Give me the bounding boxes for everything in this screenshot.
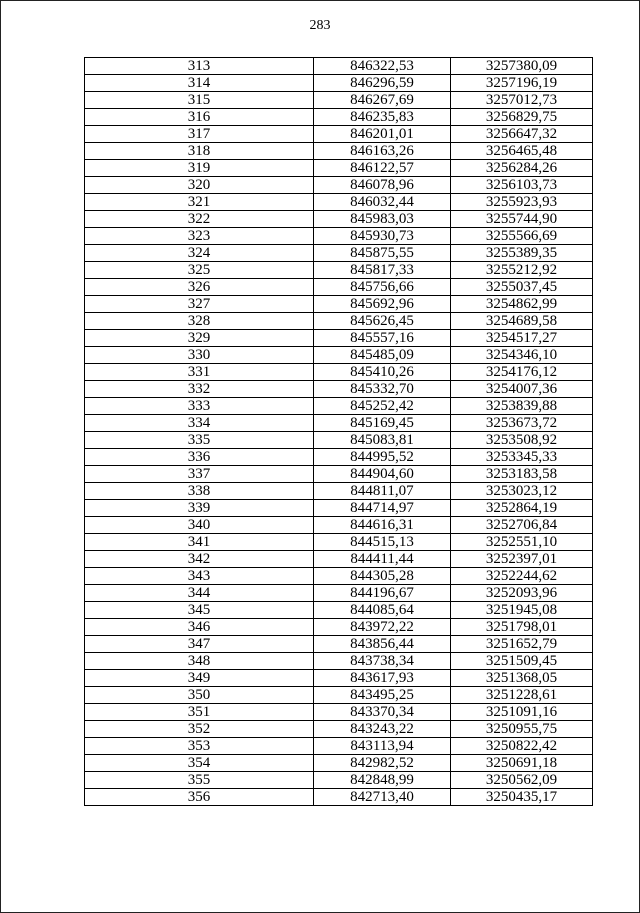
- y-coordinate-cell: 3255037,45: [451, 279, 593, 296]
- x-coordinate-cell: 844811,07: [314, 483, 451, 500]
- x-coordinate-cell: 845169,45: [314, 415, 451, 432]
- y-coordinate-cell: 3254007,36: [451, 381, 593, 398]
- x-coordinate-cell: 843243,22: [314, 721, 451, 738]
- point-number-cell: 315: [85, 92, 314, 109]
- y-coordinate-cell: 3254346,10: [451, 347, 593, 364]
- y-coordinate-cell: 3256829,75: [451, 109, 593, 126]
- table-row: [85, 602, 593, 619]
- coordinates-table: [84, 57, 593, 806]
- point-number-cell: 329: [85, 330, 314, 347]
- table-row: [85, 347, 593, 364]
- x-coordinate-cell: 846122,57: [314, 160, 451, 177]
- table-row: [85, 789, 593, 806]
- y-coordinate-cell: 3252551,10: [451, 534, 593, 551]
- point-number-cell: 336: [85, 449, 314, 466]
- table-row: [85, 534, 593, 551]
- point-number-cell: 337: [85, 466, 314, 483]
- y-coordinate-cell: 3255212,92: [451, 262, 593, 279]
- table-row: [85, 75, 593, 92]
- table-row: [85, 296, 593, 313]
- y-coordinate-cell: 3252093,96: [451, 585, 593, 602]
- table-row: [85, 262, 593, 279]
- y-coordinate-cell: 3253508,92: [451, 432, 593, 449]
- y-coordinate-cell: 3251368,05: [451, 670, 593, 687]
- point-number-cell: 332: [85, 381, 314, 398]
- point-number-cell: 338: [85, 483, 314, 500]
- point-number-cell: 325: [85, 262, 314, 279]
- y-coordinate-cell: 3251228,61: [451, 687, 593, 704]
- point-number-cell: 343: [85, 568, 314, 585]
- table-row: [85, 143, 593, 160]
- x-coordinate-cell: 845875,55: [314, 245, 451, 262]
- point-number-cell: 350: [85, 687, 314, 704]
- x-coordinate-cell: 843738,34: [314, 653, 451, 670]
- table-row: [85, 279, 593, 296]
- x-coordinate-cell: 845410,26: [314, 364, 451, 381]
- x-coordinate-cell: 846235,83: [314, 109, 451, 126]
- y-coordinate-cell: 3251652,79: [451, 636, 593, 653]
- x-coordinate-cell: 845983,03: [314, 211, 451, 228]
- table-row: [85, 568, 593, 585]
- table-row: [85, 211, 593, 228]
- y-coordinate-cell: 3255389,35: [451, 245, 593, 262]
- x-coordinate-cell: 844515,13: [314, 534, 451, 551]
- point-number-cell: 313: [85, 58, 314, 75]
- x-coordinate-cell: 842982,52: [314, 755, 451, 772]
- point-number-cell: 326: [85, 279, 314, 296]
- coordinates-table-body: [85, 58, 593, 806]
- table-row: [85, 109, 593, 126]
- y-coordinate-cell: 3251509,45: [451, 653, 593, 670]
- x-coordinate-cell: 846032,44: [314, 194, 451, 211]
- point-number-cell: 320: [85, 177, 314, 194]
- table-row: [85, 160, 593, 177]
- x-coordinate-cell: 845557,16: [314, 330, 451, 347]
- x-coordinate-cell: 846078,96: [314, 177, 451, 194]
- table-row: [85, 415, 593, 432]
- x-coordinate-cell: 845817,33: [314, 262, 451, 279]
- x-coordinate-cell: 842848,99: [314, 772, 451, 789]
- x-coordinate-cell: 843495,25: [314, 687, 451, 704]
- x-coordinate-cell: 845930,73: [314, 228, 451, 245]
- x-coordinate-cell: 842713,40: [314, 789, 451, 806]
- y-coordinate-cell: 3252397,01: [451, 551, 593, 568]
- table-row: [85, 381, 593, 398]
- table-row: [85, 58, 593, 75]
- point-number-cell: 319: [85, 160, 314, 177]
- y-coordinate-cell: 3254689,58: [451, 313, 593, 330]
- table-row: [85, 670, 593, 687]
- table-row: [85, 194, 593, 211]
- y-coordinate-cell: 3257380,09: [451, 58, 593, 75]
- point-number-cell: 328: [85, 313, 314, 330]
- point-number-cell: 348: [85, 653, 314, 670]
- table-row: [85, 177, 593, 194]
- y-coordinate-cell: 3253345,33: [451, 449, 593, 466]
- x-coordinate-cell: 846163,26: [314, 143, 451, 160]
- x-coordinate-cell: 845332,70: [314, 381, 451, 398]
- table-row: [85, 551, 593, 568]
- table-row: [85, 738, 593, 755]
- point-number-cell: 344: [85, 585, 314, 602]
- point-number-cell: 321: [85, 194, 314, 211]
- table-row: [85, 330, 593, 347]
- y-coordinate-cell: 3250435,17: [451, 789, 593, 806]
- point-number-cell: 349: [85, 670, 314, 687]
- point-number-cell: 324: [85, 245, 314, 262]
- point-number-cell: 327: [85, 296, 314, 313]
- table-row: [85, 466, 593, 483]
- point-number-cell: 333: [85, 398, 314, 415]
- table-row: [85, 398, 593, 415]
- point-number-cell: 346: [85, 619, 314, 636]
- point-number-cell: 317: [85, 126, 314, 143]
- y-coordinate-cell: 3252864,19: [451, 500, 593, 517]
- y-coordinate-cell: 3255744,90: [451, 211, 593, 228]
- table-row: [85, 755, 593, 772]
- point-number-cell: 330: [85, 347, 314, 364]
- y-coordinate-cell: 3254176,12: [451, 364, 593, 381]
- x-coordinate-cell: 846296,59: [314, 75, 451, 92]
- table-row: [85, 636, 593, 653]
- y-coordinate-cell: 3252244,62: [451, 568, 593, 585]
- y-coordinate-cell: 3255566,69: [451, 228, 593, 245]
- point-number-cell: 347: [85, 636, 314, 653]
- y-coordinate-cell: 3257196,19: [451, 75, 593, 92]
- x-coordinate-cell: 844714,97: [314, 500, 451, 517]
- x-coordinate-cell: 846322,53: [314, 58, 451, 75]
- y-coordinate-cell: 3253183,58: [451, 466, 593, 483]
- table-row: [85, 517, 593, 534]
- y-coordinate-cell: 3250955,75: [451, 721, 593, 738]
- point-number-cell: 353: [85, 738, 314, 755]
- x-coordinate-cell: 843972,22: [314, 619, 451, 636]
- table-row: [85, 483, 593, 500]
- x-coordinate-cell: 843617,93: [314, 670, 451, 687]
- y-coordinate-cell: 3253673,72: [451, 415, 593, 432]
- table-row: [85, 126, 593, 143]
- y-coordinate-cell: 3251945,08: [451, 602, 593, 619]
- point-number-cell: 322: [85, 211, 314, 228]
- x-coordinate-cell: 844995,52: [314, 449, 451, 466]
- table-row: [85, 245, 593, 262]
- table-row: [85, 704, 593, 721]
- point-number-cell: 331: [85, 364, 314, 381]
- page-number: 283: [309, 18, 331, 33]
- x-coordinate-cell: 843856,44: [314, 636, 451, 653]
- point-number-cell: 335: [85, 432, 314, 449]
- table-row: [85, 449, 593, 466]
- x-coordinate-cell: 845626,45: [314, 313, 451, 330]
- point-number-cell: 316: [85, 109, 314, 126]
- point-number-cell: 340: [85, 517, 314, 534]
- table-row: [85, 364, 593, 381]
- point-number-cell: 339: [85, 500, 314, 517]
- point-number-cell: 351: [85, 704, 314, 721]
- table-row: [85, 721, 593, 738]
- y-coordinate-cell: 3256465,48: [451, 143, 593, 160]
- y-coordinate-cell: 3251798,01: [451, 619, 593, 636]
- y-coordinate-cell: 3254517,27: [451, 330, 593, 347]
- x-coordinate-cell: 844616,31: [314, 517, 451, 534]
- table-row: [85, 619, 593, 636]
- y-coordinate-cell: 3254862,99: [451, 296, 593, 313]
- y-coordinate-cell: 3250691,18: [451, 755, 593, 772]
- point-number-cell: 354: [85, 755, 314, 772]
- y-coordinate-cell: 3250822,42: [451, 738, 593, 755]
- point-number-cell: 341: [85, 534, 314, 551]
- table-row: [85, 653, 593, 670]
- point-number-cell: 323: [85, 228, 314, 245]
- x-coordinate-cell: 843113,94: [314, 738, 451, 755]
- y-coordinate-cell: 3252706,84: [451, 517, 593, 534]
- x-coordinate-cell: 846201,01: [314, 126, 451, 143]
- x-coordinate-cell: 845692,96: [314, 296, 451, 313]
- y-coordinate-cell: 3256103,73: [451, 177, 593, 194]
- point-number-cell: 356: [85, 789, 314, 806]
- point-number-cell: 314: [85, 75, 314, 92]
- point-number-cell: 318: [85, 143, 314, 160]
- point-number-cell: 342: [85, 551, 314, 568]
- table-row: [85, 313, 593, 330]
- x-coordinate-cell: 843370,34: [314, 704, 451, 721]
- x-coordinate-cell: 844411,44: [314, 551, 451, 568]
- x-coordinate-cell: 845756,66: [314, 279, 451, 296]
- x-coordinate-cell: 844305,28: [314, 568, 451, 585]
- table-row: [85, 92, 593, 109]
- x-coordinate-cell: 845083,81: [314, 432, 451, 449]
- y-coordinate-cell: 3257012,73: [451, 92, 593, 109]
- x-coordinate-cell: 846267,69: [314, 92, 451, 109]
- point-number-cell: 352: [85, 721, 314, 738]
- point-number-cell: 355: [85, 772, 314, 789]
- x-coordinate-cell: 844904,60: [314, 466, 451, 483]
- x-coordinate-cell: 845252,42: [314, 398, 451, 415]
- y-coordinate-cell: 3251091,16: [451, 704, 593, 721]
- y-coordinate-cell: 3253839,88: [451, 398, 593, 415]
- table-row: [85, 772, 593, 789]
- y-coordinate-cell: 3256284,26: [451, 160, 593, 177]
- y-coordinate-cell: 3255923,93: [451, 194, 593, 211]
- y-coordinate-cell: 3256647,32: [451, 126, 593, 143]
- y-coordinate-cell: 3250562,09: [451, 772, 593, 789]
- table-row: [85, 500, 593, 517]
- table-row: [85, 432, 593, 449]
- table-row: [85, 585, 593, 602]
- table-row: [85, 228, 593, 245]
- x-coordinate-cell: 845485,09: [314, 347, 451, 364]
- point-number-cell: 345: [85, 602, 314, 619]
- x-coordinate-cell: 844196,67: [314, 585, 451, 602]
- point-number-cell: 334: [85, 415, 314, 432]
- table-row: [85, 687, 593, 704]
- x-coordinate-cell: 844085,64: [314, 602, 451, 619]
- y-coordinate-cell: 3253023,12: [451, 483, 593, 500]
